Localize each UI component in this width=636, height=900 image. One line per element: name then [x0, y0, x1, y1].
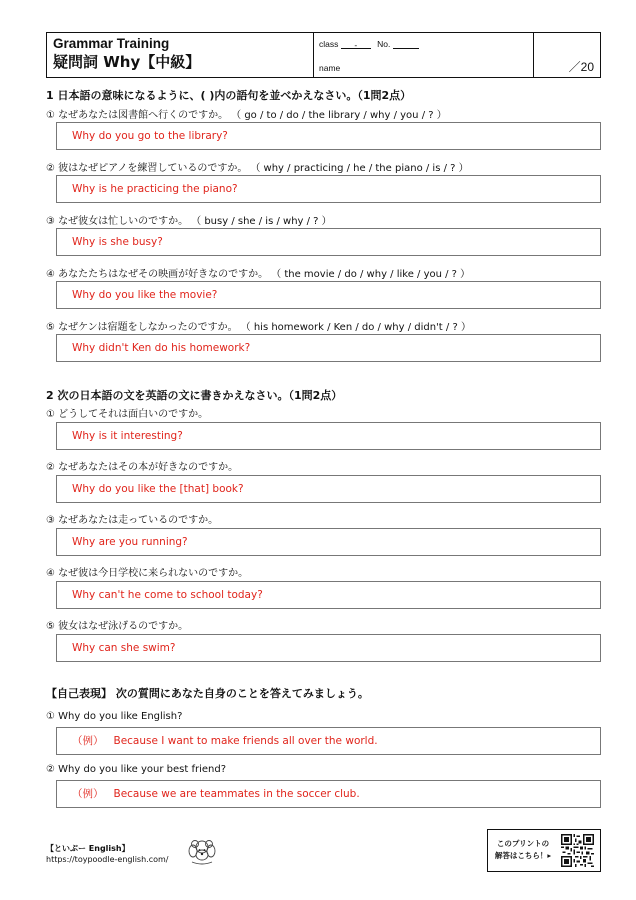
s2-question-5: [46, 617, 188, 632]
question-number: ②: [46, 764, 55, 775]
s2-answer-4[interactable]: Why can't he come to school today?: [56, 581, 601, 609]
s3-answer-2[interactable]: [56, 780, 601, 808]
question-jp: 彼はなぜピアノを練習しているのですか。: [58, 163, 248, 174]
word-hint: （ his homework / Ken / do / why / didn't / ? ）: [245, 322, 471, 333]
s2-answer-2[interactable]: Why do you like the [that] book?: [56, 475, 601, 503]
qr-caption-line-2: 解答はこちら！▸: [494, 851, 552, 860]
score-total: ／20: [568, 60, 594, 74]
title-en: Grammar Training: [53, 36, 170, 51]
example-answer: Because I want to make friends all over the world.: [113, 735, 378, 747]
question-number: ①: [46, 409, 55, 420]
s2-question-2: [46, 458, 238, 473]
example-label: （例）: [72, 788, 104, 800]
word-hint: （ busy / she / is / why / ? ）: [196, 216, 332, 227]
student-info-cell: [314, 33, 534, 77]
brand-name: 【といぷー English】: [46, 844, 130, 853]
s2-answer-1[interactable]: Why is it interesting?: [56, 422, 601, 450]
class-label: class: [319, 39, 339, 49]
question-jp: 彼女はなぜ泳げるのですか。: [58, 621, 189, 632]
s2-question-1: [46, 405, 208, 420]
example-answer: Because we are teammates in the soccer club.: [113, 788, 360, 800]
poodle-logo-icon: [182, 836, 222, 866]
word-hint: （ why / practicing / he / the piano / is / ? ）: [255, 163, 469, 174]
question-number: ①: [46, 711, 55, 722]
s1-answer-4[interactable]: Why do you like the movie?: [56, 281, 601, 309]
question-jp: どうしてそれは面白いのですか。: [58, 409, 209, 420]
s2-question-4: [46, 564, 248, 579]
number-field[interactable]: [393, 40, 419, 49]
class-separator: -: [354, 40, 358, 50]
s1-answer-3[interactable]: Why is she busy?: [56, 228, 601, 256]
qr-code-icon[interactable]: [561, 834, 594, 867]
s3-question-2: [46, 764, 226, 775]
worksheet-header: [46, 32, 601, 78]
question-jp: なぜケンは宿題をしなかったのですか。: [58, 322, 238, 333]
brand-url[interactable]: https://toypoodle-english.com/: [46, 855, 169, 864]
question-number: ③: [46, 515, 55, 526]
s1-answer-2[interactable]: Why is he practicing the piano?: [56, 175, 601, 203]
s1-question-3: [46, 212, 332, 227]
no-label: No.: [377, 39, 391, 49]
question-number: ③: [46, 216, 55, 227]
s3-question-1: [46, 711, 182, 722]
s2-question-3: [46, 511, 218, 526]
answer-qr-box[interactable]: [487, 829, 601, 872]
question-en: Why do you like your best friend?: [58, 764, 227, 775]
s2-answer-5[interactable]: Why can she swim?: [56, 634, 601, 662]
question-jp: なぜあなたはその本が好きなのですか。: [58, 462, 239, 473]
section2-title: 2 次の日本語の文を英語の文に書きかえなさい。（1問2点）: [46, 389, 343, 402]
question-en: Why do you like English?: [58, 711, 183, 722]
s1-question-2: [46, 159, 469, 174]
section3-title: 【自己表現】 次の質問にあなた自身のことを答えてみましょう。: [46, 687, 369, 700]
class-field[interactable]: [341, 40, 371, 49]
name-line: [319, 63, 340, 73]
s1-question-4: [46, 265, 470, 280]
question-number: ④: [46, 568, 55, 579]
title-cell: [47, 33, 314, 77]
word-hint: （ go / to / do / the library / why / you / ? ）: [236, 110, 447, 121]
s1-answer-1[interactable]: Why do you go to the library?: [56, 122, 601, 150]
question-jp: あなたたちはなぜその映画が好きなのですか。: [58, 269, 269, 280]
title-jp: 疑問詞 Why【中級】: [53, 53, 201, 71]
question-number: ②: [46, 163, 55, 174]
question-jp: なぜ彼女は忙しいのですか。: [58, 216, 189, 227]
s1-question-5: [46, 318, 471, 333]
question-number: ④: [46, 269, 55, 280]
question-jp: なぜあなたは走っているのですか。: [58, 515, 219, 526]
qr-caption: [492, 838, 554, 862]
s3-answer-1[interactable]: [56, 727, 601, 755]
question-jp: なぜあなたは図書館へ行くのですか。: [58, 110, 229, 121]
name-label: name: [319, 63, 341, 73]
s1-answer-5[interactable]: Why didn't Ken do his homework?: [56, 334, 601, 362]
s1-question-1: [46, 106, 447, 121]
question-number: ②: [46, 462, 55, 473]
word-hint: （ the movie / do / why / like / you / ? ）: [276, 269, 471, 280]
qr-caption-line-1: このプリントの: [496, 839, 550, 848]
class-line: [319, 39, 419, 49]
question-number: ⑤: [46, 621, 55, 632]
question-number: ①: [46, 110, 55, 121]
section1-title: 1 日本語の意味になるように、( )内の語句を並べかえなさい。（1問2点）: [46, 89, 412, 102]
s2-answer-3[interactable]: Why are you running?: [56, 528, 601, 556]
example-label: （例）: [72, 735, 104, 747]
question-jp: なぜ彼は今日学校に来られないのですか。: [58, 568, 249, 579]
score-cell: [534, 33, 600, 77]
question-number: ⑤: [46, 322, 55, 333]
